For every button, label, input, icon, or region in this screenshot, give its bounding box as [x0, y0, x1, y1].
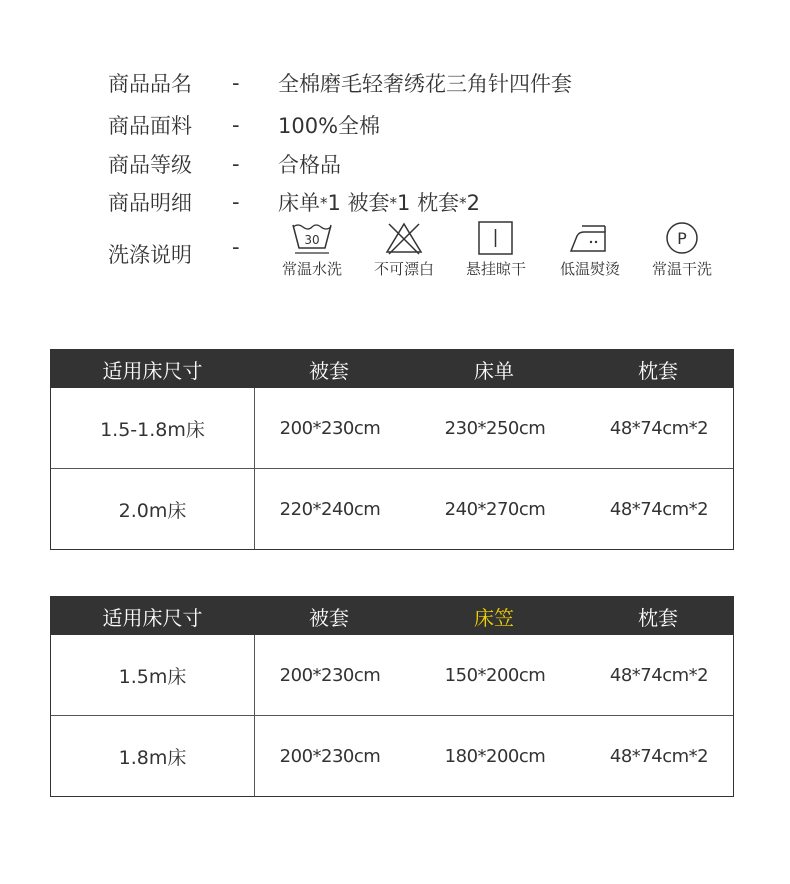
- detail-star: *: [320, 194, 328, 212]
- detail-star: *: [459, 194, 467, 212]
- table-row: [51, 635, 733, 715]
- table-row: [51, 468, 733, 549]
- care-item-bleach: [359, 220, 449, 279]
- table-cell-bed-size: 1.8m床: [51, 716, 255, 796]
- table-cell: 48*74cm*2: [609, 498, 709, 520]
- table-cell-bed-size: 1.5m床: [51, 635, 255, 715]
- info-label: 商品等级: [108, 153, 192, 177]
- table-cell: 200*230cm: [279, 664, 381, 686]
- table-row: [51, 388, 733, 468]
- table-cell: 240*270cm: [444, 498, 546, 520]
- table-cell: 200*230cm: [279, 417, 381, 439]
- hang-dry-icon: [451, 220, 541, 256]
- info-value: 100%全棉: [278, 114, 381, 138]
- care-item-wash: [267, 220, 357, 279]
- detail-star: *: [389, 194, 398, 212]
- table-header-cell: 被套: [309, 605, 349, 630]
- info-label: 商品面料: [108, 114, 192, 138]
- detail-part: 1 枕套: [397, 191, 460, 215]
- care-label: 洗涤说明: [108, 243, 192, 267]
- table-cell: 150*200cm: [444, 664, 546, 686]
- table-header-cell: 适用床尺寸: [102, 358, 203, 383]
- no-bleach-icon: [359, 220, 449, 256]
- table-cell: 48*74cm*2: [609, 664, 709, 686]
- table-cell: 48*74cm*2: [609, 417, 709, 439]
- care-text: 常温干洗: [651, 260, 712, 278]
- info-dash: -: [232, 71, 240, 95]
- info-value: 全棉磨毛轻奢绣花三角针四件套: [278, 72, 572, 96]
- care-item-dryclean: [637, 220, 727, 279]
- table-cell: 230*250cm: [444, 417, 546, 439]
- dry-clean-letter: P: [677, 229, 687, 248]
- table-header: [51, 350, 733, 388]
- table-cell: 220*240cm: [279, 498, 381, 520]
- table-row: [51, 715, 733, 796]
- info-row-name: [108, 68, 572, 98]
- table-header-cell: 枕套: [638, 605, 678, 630]
- info-dash: -: [232, 113, 240, 137]
- table-header: [51, 597, 733, 635]
- table-header-cell: 被套: [309, 358, 349, 383]
- info-value-detail: [278, 187, 480, 217]
- info-row-grade: [108, 149, 341, 179]
- detail-part: 1 被套: [327, 191, 390, 215]
- info-dash: -: [232, 152, 240, 176]
- care-text: 悬挂晾干: [465, 260, 526, 278]
- table-cell: 200*230cm: [279, 745, 381, 767]
- care-text: 低温熨烫: [559, 260, 620, 278]
- size-table-fitted: [50, 596, 734, 797]
- detail-part: 2: [466, 191, 480, 215]
- table-cell: 180*200cm: [444, 745, 546, 767]
- wash-30-icon: [267, 220, 357, 256]
- care-text: 常温水洗: [281, 260, 342, 278]
- table-header-cell-highlight: 床笠: [474, 605, 514, 630]
- detail-part: 床单: [278, 191, 320, 215]
- table-cell-bed-size: 1.5-1.8m床: [51, 388, 255, 468]
- dry-clean-p-icon: [637, 220, 727, 256]
- care-text: 不可漂白: [373, 260, 434, 278]
- table-header-cell: 床单: [474, 358, 514, 383]
- table-header-cell: 适用床尺寸: [102, 605, 203, 630]
- table-cell: 48*74cm*2: [609, 745, 709, 767]
- info-row-fabric: [108, 110, 380, 140]
- size-table-sheet: [50, 349, 734, 550]
- table-cell-bed-size: 2.0m床: [51, 469, 255, 549]
- info-value: 合格品: [278, 153, 341, 177]
- info-row-detail: [108, 187, 480, 217]
- info-label: 商品品名: [108, 72, 192, 96]
- wash-temp-text: 30: [304, 233, 320, 247]
- table-header-cell: 枕套: [638, 358, 678, 383]
- care-item-iron: [545, 220, 635, 279]
- care-item-hang: [451, 220, 541, 279]
- info-label: 商品明细: [108, 191, 192, 215]
- low-iron-icon: [545, 220, 635, 256]
- info-dash: -: [232, 190, 240, 214]
- care-dash: -: [232, 235, 240, 259]
